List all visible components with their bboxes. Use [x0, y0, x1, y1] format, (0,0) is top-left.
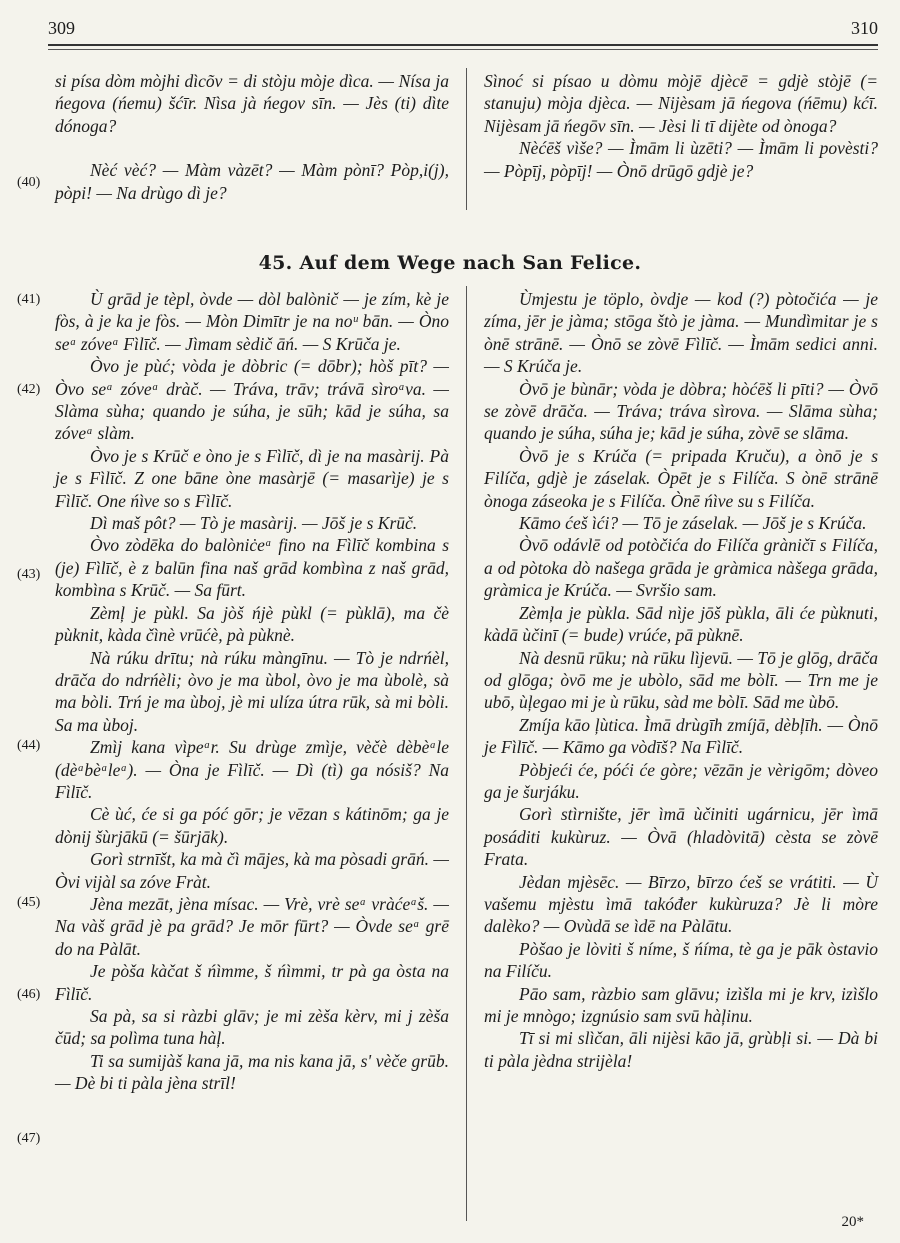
paragraph: Gorì strnīšt, ka mà čì mājes, kà ma pòsadi grāń. — Òvi vijàl sa zóve Fràt. [55, 849, 449, 892]
verse-number: (43) [17, 567, 41, 582]
paragraph: Je pòša kàčat š ńìmme, š ńìmmi, tr pà ga òsta na Fìlīč. [55, 961, 449, 1004]
paragraph: Òvō je s Krúča (= pripada Kruču), a ònō je s Filíča, gdjè je záselak. Òpēt je s Filíča. S ònē strānē ònoga záseoka je s Filíča. Ònē ńìve su s Filíča. [484, 445, 878, 511]
paragraph: Ù grād je tèpl, òvde — dòl balònič — je zím, kè je fòs, à je ka je fòs. — Mòn Dimītr je na noᵘ bān. — Òno seᵃ zóveᵃ Fìlīč. — Jìmam sèdič āń. — S Krūča je. [55, 289, 449, 354]
paragraph: Zmíja kāo ļùtica. Ìmā drùgīh zmíjā, dèbļīh. — Ònō je Fìlīč. — Kāmo ga vòdīš? Na Fìlīč. [484, 714, 878, 758]
right-column-top [484, 70, 878, 182]
left-column-top [55, 70, 449, 204]
column-divider [466, 286, 467, 1221]
verse-number: (45) [17, 895, 41, 910]
paragraph: Nèć vèć? — Màm vàzēt? — Màm pònī? Pòp,i(j), pòpi! — Na drùgo dì je? [55, 160, 449, 203]
verse-number: (46) [17, 987, 41, 1002]
paragraph: Pāo sam, ràzbio sam glāvu; izìšla mi je krv, izìšlo mi je mnògo; izgnúsio sam svū hàļinu. [484, 983, 878, 1026]
paragraph: Òvō je bùnār; vòda je dòbra; hòćēš li pīti? — Òvō se zòvē drāča. — Tráva; tráva sìrova. — Slāma sùha; quando je súha, súha je; kād je súha, zòvē se slāma. [484, 378, 878, 444]
verse-number: (42) [17, 382, 41, 397]
paragraph: Tī si mi slìčan, āli nijèsi kāo jā, grùbļi si. — Dà bi ti pàla jèdna strijèla! [484, 1028, 878, 1071]
paragraph: Ùmjestu je töplo, òvdje — kod (?) pòtočića — je zíma, jēr je jàma; stōga štò je jàma. — Mundìmitar je s ònē strānē. — Ònō se zòvē Fìlīč. — Ìmām sedici anni. — S Krúča je. [484, 289, 878, 377]
header-rule [48, 44, 878, 50]
paragraph: Dì maš pôt? — Tò je masàrij. — Jōš je s Krūč. [90, 513, 418, 534]
page-header [48, 14, 878, 44]
paragraph: si písa dòm mòjhi dìcõv = di stòju mòje dìca. — Nísa ja ńegova (ńemu) šćīr. Nìsa jà ńegov sīn. — Jès (ti) dìte dónoga? [55, 71, 449, 136]
paragraph: Sìnoć si písao u dòmu mòjē djècē = gdjè stòjē (= stanuju) mòja djèca. — Nijèsam jā ńegova (ńēmu) kćī. Nijèsam jā ńegōv sīn. — Jèsi li tī dijète od ònoga? [484, 71, 878, 136]
verse-number: (40) [17, 175, 41, 190]
paragraph: Sa pà, sa si ràzbi glāv; je mi zèša kèrv, mi j zèša čūd; sa polìma tuna hàļ. [55, 1006, 449, 1049]
right-column-main [484, 288, 878, 1072]
paragraph: Òvo je s Krūč e òno je s Fìlīč, dì je na masàrij. Pà je s Fìlīč. Z one bāne òne masàrjē (= masarìje) je s Fìlīč. One ńìve so s Fìlīč. [55, 445, 449, 511]
paragraph: Zèmļa je pùkla. Sād nìje jōš pùkla, āli će pùknuti, kàdā ùčinī (= bude) vrúće, pā pùknē. [484, 602, 878, 646]
signature-mark: 20* [841, 1214, 864, 1230]
paragraph: Cè ùć, će si ga póć gōr; je vēzan s kátinōm; ga je dònij šùrjākū (= šūrjāk). [55, 804, 449, 847]
paragraph: Zmìj kana vìpeᵃr. Su drùge zmìje, vèčè dèbèᵃle (dèᵃbèᵃleᵃ). — Òna je Fìlīč. — Dì (tì) ga nósiš? Na Fìlīč. [55, 737, 449, 802]
paragraph: Nà rúku drītu; nà rúku màngīnu. — Tò je ndrńèl, drāča do ndrńèli; òvo je ma ùbol, òvo je ma ùbolè, sà ma bòli. Trń je ma ùboj, jè mi ulíza útra rūk, sà mi bòli. Sa ma ùboj. [55, 647, 449, 735]
paragraph: Jèdan mjèsēc. — Bīrzo, bīrzo ćeš se vrátiti. — Ù vašemu mjèstu ìmā takóđer kukùruza? Jè li mòre dalèko? — Ovùdā se ìdē na Pàlātu. [484, 871, 878, 937]
paragraph: Zèmļ je pùkl. Sa jòš ńjè pùkl (= pùklā), ma čè pùknit, kàda čìnè vrūćè, pà pùknè. [55, 602, 449, 646]
paragraph: Kāmo ćeš ìći? — Tō je záselak. — Jōš je s Krúča. [519, 513, 867, 534]
left-column-main [55, 288, 449, 1095]
section-title: 45. Auf dem Wege nach San Felice. [258, 252, 642, 274]
verse-number: (41) [17, 292, 41, 307]
paragraph: Gorì stìrnište, jēr ìmā ùčiniti ugárnicu, jēr ìmā posáditi kukùruz. — Òvā (hladòvitā) cèsta se zòvē Frata. [484, 804, 878, 870]
verse-number: (47) [17, 1131, 41, 1146]
page-number-right: 310 [851, 18, 878, 38]
paragraph: Ti sa sumijàš kana jā, ma nis kana jā, s' vèče grūb. — Dè bi ti pàla jèna strīl! [55, 1050, 449, 1094]
paragraph: Pòšao je lòviti š níme, š ńíma, tè ga je pāk òstavio na Filíču. [484, 938, 878, 982]
column-divider [466, 68, 467, 210]
paragraph: Òvo je pùć; vòda je dòbric (= dōbr); hòš pīt? — Òvo seᵃ zóveᵃ dràč. — Tráva, trāv; trávā sìroᵃva. — Slàma sùha; quando je súha, je sūh; kād je súha, sa zóveᵃ slàm. [55, 356, 449, 444]
verse-number: (44) [17, 738, 41, 753]
paragraph: Pòbjeći će, póći će gòre; vēzān je vèrigōm; dòveo ga je šurjáku. [484, 759, 878, 802]
page-number-left: 309 [48, 18, 75, 38]
paragraph: Jèna mezāt, jèna mísac. — Vrè, vrè seᵃ vràćeᵃš. — Na vàš grād jè pa grād? Je mōr fūrt? — Òvde seᵃ grē do na Pàlāt. [55, 893, 449, 959]
paragraph: Nèćēš vìše? — Ìmām li ùzēti? — Ìmām li povèsti? — Pòpīj, pòpīj! — Ònō drūgō gdjè je? [484, 138, 878, 181]
paragraph: Òvo zòdēka do balòniċeᵃ fino na Fìlīč kombina s (je) Fìlīč, è z balūn fina naš grād kombìna z naš grād, kombìna s Krūč. — Sa fūrt. [55, 535, 449, 601]
paragraph: Nà desnū rūku; nà rūku lìjevū. — Tō je glōg, drāča od glōga; òvō me je ubòlo, sād me bòlī. — Trn me je ubō, ùļegao mi je ù rūku, sàd me bòlī. Sād me ùbō. [484, 647, 878, 713]
paragraph: Òvō odávlē od potòčića do Filíča gràničī s Filíča, a od pòtoka dò našega grāda je gràmica nàšega grāda, gràmica je Krúča. — Svršio sam. [484, 535, 878, 601]
